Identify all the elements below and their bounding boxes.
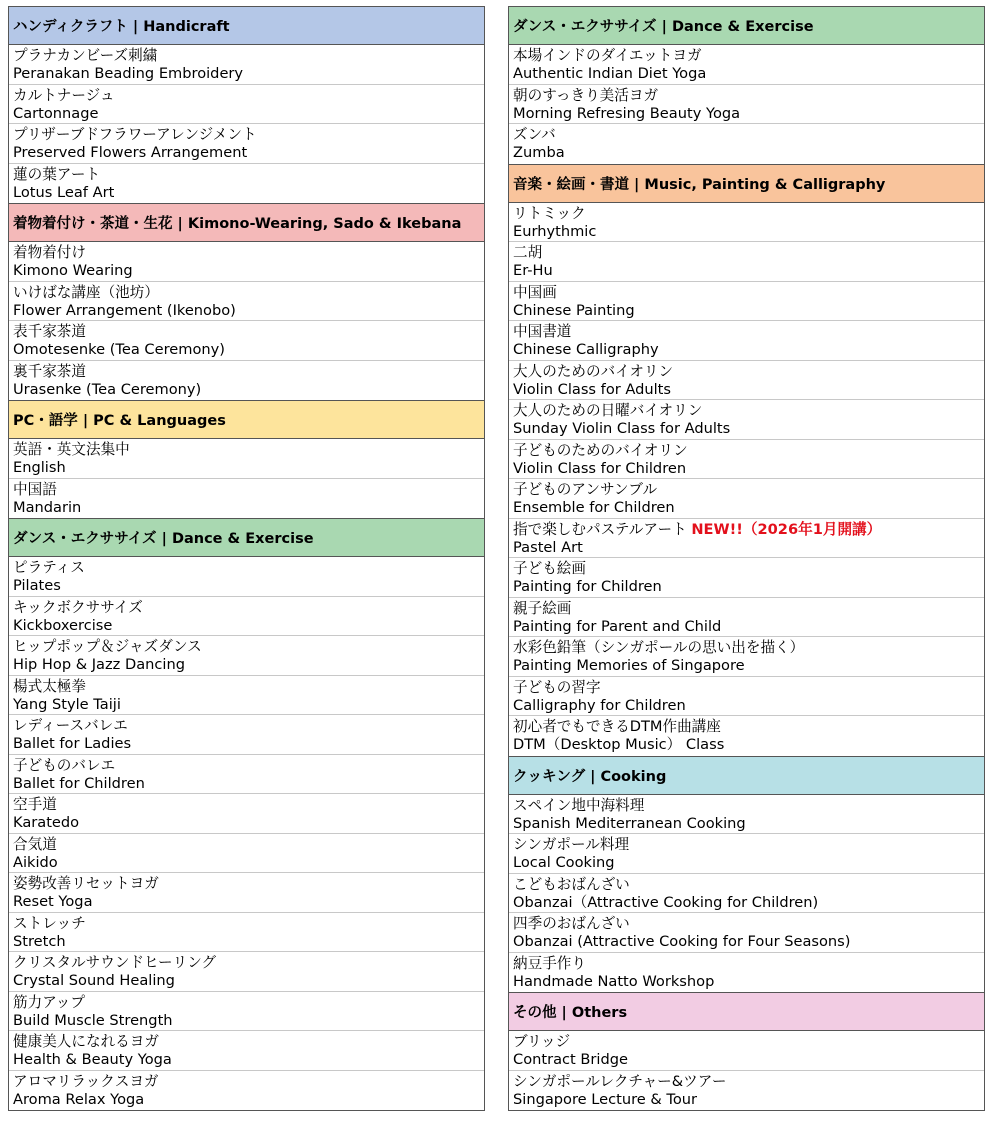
course-name-en: Yang Style Taiji — [13, 695, 121, 713]
section-header-kimono-wearing-sado-ikebana: 着物着付け・茶道・生花 | Kimono-Wearing, Sado & Ikebana — [9, 203, 484, 242]
course-name-ja — [513, 402, 984, 420]
course-name-en: Mandarin — [13, 498, 82, 516]
course-item — [509, 203, 984, 243]
course-name-en: Calligraphy for Children — [513, 696, 686, 714]
course-name-en: DTM（Desktop Music） Class — [513, 736, 725, 753]
course-name-en: Crystal Sound Healing — [13, 972, 175, 989]
course-item — [9, 636, 484, 676]
course-item — [9, 557, 484, 597]
course-name-ja-text: プリザーブドフラワーアレンジメント — [13, 126, 257, 143]
course-name-ja — [13, 954, 484, 972]
course-name-en: Reset Yoga — [13, 893, 93, 910]
course-name-ja-text: 着物着付け — [13, 244, 86, 261]
course-name-en: Painting for Parent and Child — [513, 617, 722, 635]
course-item — [9, 715, 484, 755]
course-item — [509, 519, 984, 559]
course-name-ja-text: 本場インドのダイエットヨガ — [513, 47, 702, 64]
course-item — [9, 321, 484, 361]
course-item — [509, 361, 984, 401]
course-name-ja — [13, 836, 484, 854]
course-name-en: Ballet for Children — [13, 774, 145, 792]
course-name-ja — [13, 796, 484, 814]
course-name-ja-text: 納豆手作り — [513, 954, 586, 972]
course-name-ja — [513, 955, 984, 973]
course-name-ja-text: スペイン地中海料理 — [513, 796, 645, 814]
course-name-ja — [13, 994, 484, 1012]
course-name-en: Morning Refresing Beauty Yoga — [513, 104, 741, 122]
course-name-ja — [513, 363, 984, 381]
course-name-ja-text: 中国書道 — [513, 323, 572, 340]
course-name-ja-text: 四季のおばんざい — [513, 915, 630, 932]
course-name-en: Pastel Art — [513, 538, 583, 556]
course-item — [509, 716, 984, 756]
section-header-music-painting-calligraphy: 音楽・絵画・書道 | Music, Painting & Calligraphy — [509, 164, 984, 203]
course-name-ja-text: 楊式太極拳 — [13, 677, 86, 695]
course-item — [509, 242, 984, 282]
left-course-column — [8, 6, 485, 1111]
course-item — [9, 439, 484, 479]
section-header-dance-exercise: ダンス・エクササイズ | Dance & Exercise — [509, 6, 984, 45]
course-item — [9, 282, 484, 322]
course-name-en: Authentic Indian Diet Yoga — [513, 65, 707, 82]
course-name-en: Zumba — [513, 144, 565, 161]
course-item — [9, 834, 484, 874]
course-name-en: Ensemble for Children — [513, 499, 675, 516]
course-item — [509, 321, 984, 361]
course-name-en: Contract Bridge — [513, 1051, 628, 1068]
course-name-ja-text: 蓮の葉アート — [13, 165, 101, 183]
course-name-ja — [513, 87, 984, 105]
course-name-en: Aikido — [13, 853, 58, 871]
course-name-ja-text: 表千家茶道 — [13, 323, 86, 340]
course-item — [509, 637, 984, 677]
course-item — [9, 242, 484, 282]
course-name-ja-text: リトミック — [513, 204, 586, 222]
course-item — [509, 874, 984, 914]
course-name-en: English — [13, 459, 66, 476]
course-name-ja-text: 初心者でもできるDTM作曲講座 — [513, 718, 721, 735]
course-name-ja — [13, 126, 484, 144]
course-name-ja — [13, 244, 484, 262]
course-name-en: Kickboxercise — [13, 616, 113, 634]
course-name-ja-text: 合気道 — [13, 835, 57, 853]
course-item — [509, 1031, 984, 1071]
course-name-ja — [13, 1073, 484, 1091]
course-name-en: Build Muscle Strength — [13, 1011, 173, 1029]
course-name-ja-text: 子どものアンサンブル — [513, 481, 658, 498]
course-name-ja — [513, 679, 984, 697]
course-name-ja — [513, 600, 984, 618]
course-name-ja-text: 大人のための日曜バイオリン — [513, 402, 703, 419]
course-name-ja-text: 朝のすっきり美活ヨガ — [513, 86, 659, 104]
course-item — [509, 677, 984, 717]
course-name-ja-text: ズンバ — [513, 126, 556, 143]
new-badge: NEW!!（2026年1月開講） — [691, 520, 882, 538]
course-name-ja — [513, 244, 984, 262]
course-name-en: Pilates — [13, 577, 61, 594]
course-name-ja-text: 子どものバレエ — [13, 756, 116, 774]
course-name-ja — [513, 521, 984, 539]
course-name-ja-text: カルトナージュ — [13, 86, 115, 104]
course-item — [509, 85, 984, 125]
course-item — [509, 45, 984, 85]
course-name-ja-text: 大人のためのバイオリン — [513, 362, 674, 380]
course-name-en: Karatedo — [13, 814, 80, 831]
course-name-en: Cartonnage — [13, 104, 99, 122]
course-name-en: Stretch — [13, 932, 66, 950]
course-item — [509, 953, 984, 993]
course-item — [9, 794, 484, 834]
course-item — [9, 124, 484, 164]
course-name-en: Obanzai（Attractive Cooking for Children) — [513, 893, 819, 911]
course-name-ja-text: ブリッジ — [513, 1033, 571, 1050]
course-name-en: Spanish Mediterranean Cooking — [513, 814, 746, 832]
course-name-en: Urasenke (Tea Ceremony) — [13, 380, 202, 398]
course-item — [509, 282, 984, 322]
course-name-en: Painting for Children — [513, 578, 662, 595]
course-name-en: Violin Class for Adults — [513, 380, 672, 398]
course-name-en: Handmade Natto Workshop — [513, 972, 715, 990]
course-name-en: Ballet for Ladies — [13, 735, 132, 752]
course-name-en: Painting Memories of Singapore — [513, 657, 745, 674]
course-name-ja — [513, 639, 984, 657]
course-item — [509, 124, 984, 164]
course-name-ja-text: 子どものためのバイオリン — [513, 441, 688, 459]
course-name-ja-text: 空手道 — [13, 796, 57, 813]
course-name-ja-text: アロマリラックスヨガ — [13, 1072, 159, 1090]
course-name-ja — [513, 1033, 984, 1051]
course-name-en: Omotesenke (Tea Ceremony) — [13, 341, 225, 358]
course-name-en: Health & Beauty Yoga — [13, 1051, 172, 1068]
course-name-ja-text: こどもおばんざい — [513, 875, 630, 893]
right-course-column — [508, 6, 985, 1111]
course-item — [9, 873, 484, 913]
course-name-ja — [13, 559, 484, 577]
course-name-ja-text: ピラティス — [13, 559, 85, 576]
course-name-ja — [513, 836, 984, 854]
course-name-ja — [513, 797, 984, 815]
course-name-en: Singapore Lecture & Tour — [513, 1090, 698, 1108]
course-name-ja-text: 水彩色鉛筆（シンガポールの思い出を描く） — [513, 639, 805, 656]
course-name-ja — [513, 1073, 984, 1091]
course-name-ja-text: 英語・英文法集中 — [13, 441, 130, 458]
course-name-en: Eurhythmic — [513, 222, 597, 240]
section-header-handicraft: ハンディクラフト | Handicraft — [9, 6, 484, 45]
section-header-cooking: クッキング | Cooking — [509, 756, 984, 795]
course-name-ja-text: シンガポールレクチャー&ツアー — [513, 1072, 727, 1090]
course-name-ja-text: 健康美人になれるヨガ — [13, 1033, 159, 1050]
course-name-en: Violin Class for Children — [513, 459, 687, 477]
course-name-en: Local Cooking — [513, 854, 615, 871]
course-name-ja — [13, 1033, 484, 1051]
course-name-ja-text: キックボクササイズ — [13, 598, 143, 616]
course-name-ja-text: 指で楽しむパステルアート — [513, 520, 687, 538]
course-name-en: Hip Hop & Jazz Dancing — [13, 656, 185, 673]
course-name-ja — [13, 875, 484, 893]
course-name-ja — [13, 599, 484, 617]
course-name-en: Sunday Violin Class for Adults — [513, 420, 731, 437]
course-name-en: Flower Arrangement (Ikenobo) — [13, 301, 236, 319]
course-name-ja — [513, 481, 984, 499]
section-header-pc-languages: PC・語学 | PC & Languages — [9, 400, 484, 439]
course-item — [9, 755, 484, 795]
course-name-ja — [513, 284, 984, 302]
course-name-ja-text: レディースバレエ — [13, 717, 128, 734]
course-item — [9, 1071, 484, 1111]
course-name-ja — [13, 441, 484, 459]
section-header-dance-exercise: ダンス・エクササイズ | Dance & Exercise — [9, 518, 484, 557]
course-name-ja-text: いけばな講座（池坊） — [13, 283, 159, 301]
course-name-ja-text: ヒップポップ＆ジャズダンス — [13, 638, 202, 655]
course-name-en: Peranakan Beading Embroidery — [13, 65, 244, 82]
course-name-ja-text: プラナカンビーズ刺繍 — [13, 47, 158, 64]
course-name-ja-text: 中国語 — [13, 480, 57, 498]
course-name-ja — [13, 915, 484, 933]
course-name-ja — [513, 560, 984, 578]
course-name-ja — [13, 284, 484, 302]
course-name-ja — [13, 638, 484, 656]
course-name-ja — [513, 876, 984, 894]
course-name-ja — [13, 323, 484, 341]
course-name-en: Aroma Relax Yoga — [13, 1090, 145, 1108]
course-name-ja-text: 二胡 — [513, 244, 543, 261]
course-name-en: Lotus Leaf Art — [13, 183, 115, 201]
course-item — [509, 834, 984, 874]
course-item — [9, 1031, 484, 1071]
course-item — [509, 400, 984, 440]
course-name-en: Chinese Calligraphy — [513, 341, 659, 358]
course-name-ja-text: 親子絵画 — [513, 599, 572, 617]
course-name-en: Preserved Flowers Arrangement — [13, 144, 248, 161]
course-name-en: Kimono Wearing — [13, 262, 133, 279]
course-name-en: Obanzai (Attractive Cooking for Four Seasons) — [513, 933, 851, 950]
course-item — [509, 1071, 984, 1111]
course-name-ja — [13, 717, 484, 735]
course-name-ja — [513, 205, 984, 223]
course-name-ja-text: シンガポール料理 — [513, 836, 630, 853]
course-name-ja — [513, 442, 984, 460]
course-name-ja — [13, 363, 484, 381]
course-name-ja — [513, 126, 984, 144]
course-item — [509, 913, 984, 953]
course-name-ja-text: 中国画 — [513, 283, 557, 301]
course-item — [9, 952, 484, 992]
course-name-ja — [513, 323, 984, 341]
course-name-ja — [513, 47, 984, 65]
course-name-ja-text: 筋力アップ — [13, 993, 85, 1011]
course-name-ja-text: 裏千家茶道 — [13, 362, 86, 380]
course-name-ja-text: ストレッチ — [13, 914, 86, 932]
course-name-ja — [13, 481, 484, 499]
section-header-others: その他 | Others — [509, 992, 984, 1031]
course-name-ja-text: 姿勢改善リセットヨガ — [13, 875, 159, 892]
course-item — [509, 795, 984, 835]
course-name-ja — [13, 87, 484, 105]
course-name-ja — [513, 915, 984, 933]
course-name-en: Er-Hu — [513, 262, 553, 279]
course-name-ja-text: 子どもの習字 — [513, 678, 601, 696]
course-item — [9, 676, 484, 716]
course-name-en: Chinese Painting — [513, 301, 635, 319]
course-item — [509, 479, 984, 519]
course-item — [509, 598, 984, 638]
course-item — [9, 45, 484, 85]
course-name-ja — [13, 757, 484, 775]
course-name-ja-text: 子ども絵画 — [513, 560, 586, 577]
course-item — [9, 597, 484, 637]
course-name-ja — [513, 718, 984, 736]
course-item — [9, 85, 484, 125]
course-name-ja — [13, 47, 484, 65]
course-name-ja — [13, 166, 484, 184]
course-item — [9, 361, 484, 401]
course-item — [509, 558, 984, 598]
course-name-ja — [13, 678, 484, 696]
course-item — [9, 992, 484, 1032]
course-item — [9, 164, 484, 204]
course-item — [9, 913, 484, 953]
course-item — [509, 440, 984, 480]
course-name-ja-text: クリスタルサウンドヒーリング — [13, 954, 217, 971]
course-item — [9, 479, 484, 519]
